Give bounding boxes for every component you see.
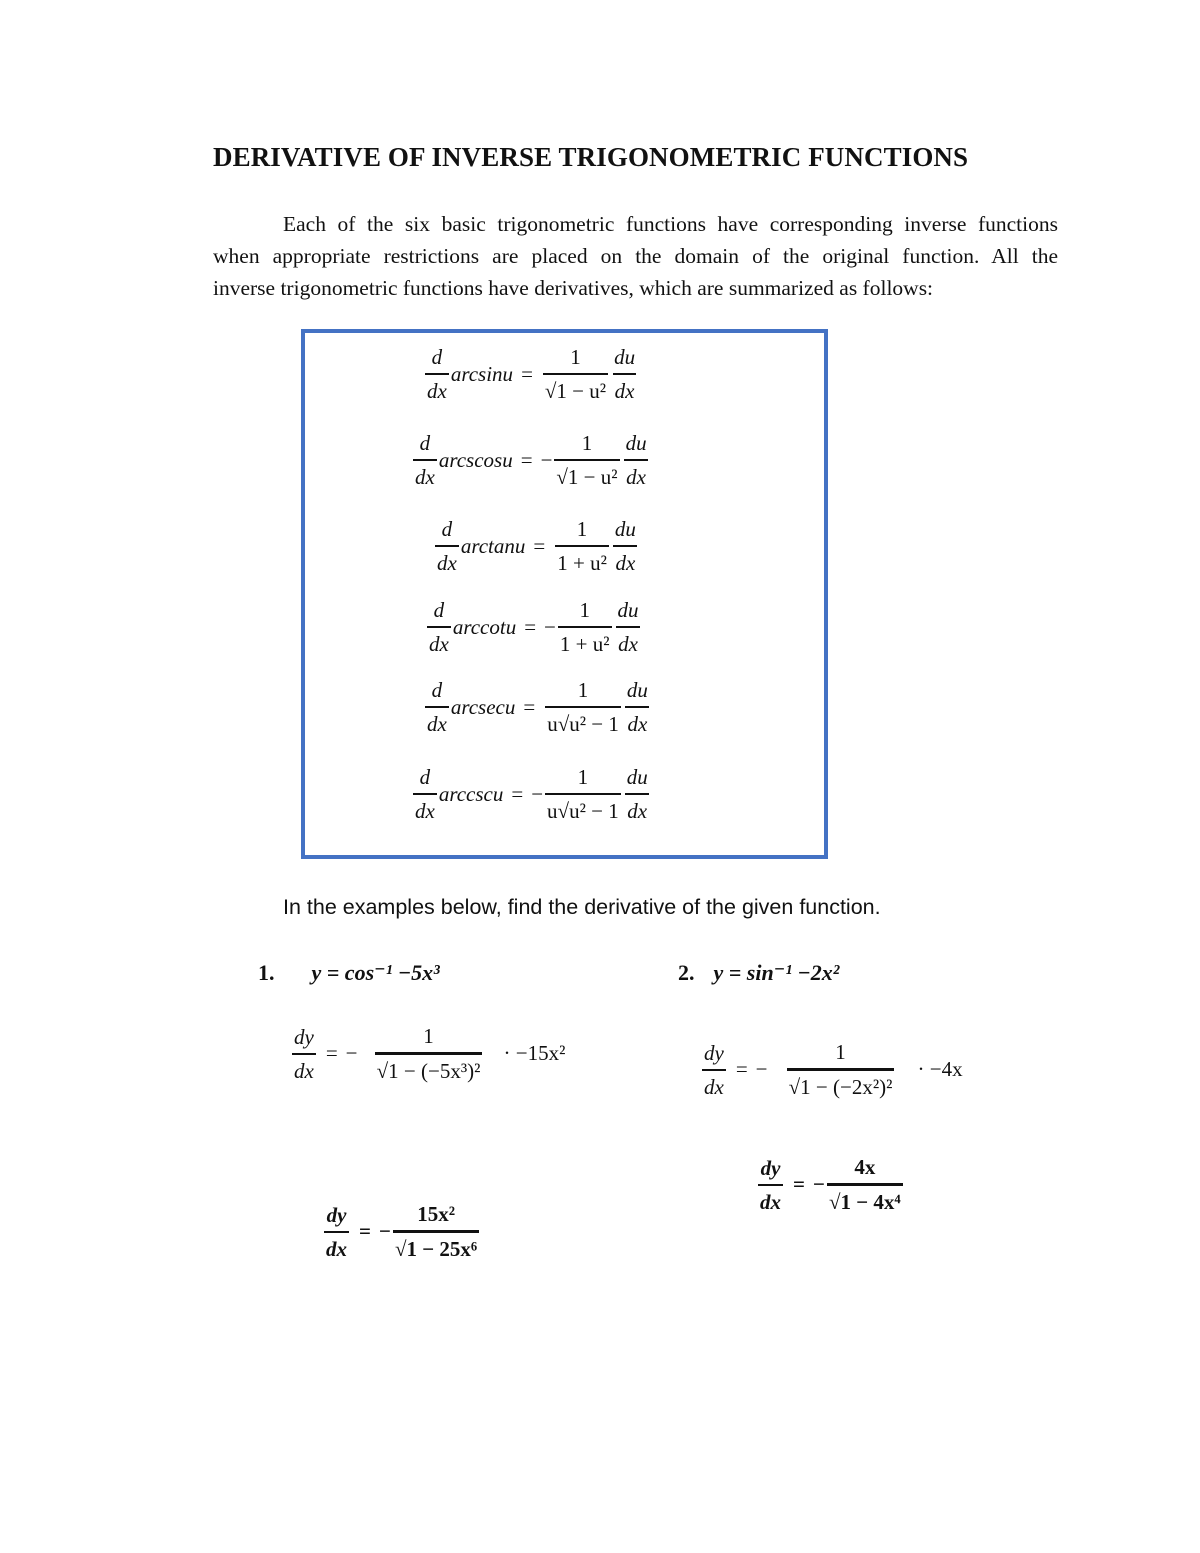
fraction-numerator: 1 [577, 765, 589, 789]
function-name: arcscosu [438, 447, 513, 472]
fraction-denominator: u√u² − 1 [545, 793, 621, 825]
intro-line: inverse trigonometric functions have derivatives, which are summarized as follows: [213, 276, 934, 300]
intro-paragraph [213, 208, 1058, 304]
function-name: arctanu [460, 533, 526, 558]
dx-denominator: dx [425, 706, 449, 738]
formula-arccos [411, 429, 651, 491]
dx-denominator: dx [613, 545, 637, 577]
dx-denominator: dx [413, 793, 437, 825]
dx-denominator: dx [292, 1053, 316, 1085]
example-function: y = sin⁻¹ −2x² [713, 960, 840, 985]
d-numerator: d [433, 598, 445, 622]
minus-sign: − [544, 614, 556, 639]
du-numerator: du [625, 431, 647, 455]
fraction-numerator: 1 [581, 431, 593, 455]
equals-sign: = [325, 1041, 338, 1065]
example-2-step-1 [700, 1038, 963, 1101]
d-numerator: d [431, 678, 443, 702]
formula-arccsc [411, 763, 652, 825]
fraction-numerator: 1 [570, 345, 581, 369]
function-name: arccscu [438, 781, 504, 806]
equals-sign: = [793, 1172, 805, 1196]
fraction-denominator: √1 − u² [543, 373, 608, 405]
function-name: arccotu [452, 614, 517, 639]
intro-line: Each of the six basic trigonometric functions have corresponding inverse functions [283, 212, 1058, 236]
example-2-step-2 [756, 1153, 905, 1216]
equals-sign: = [523, 694, 536, 719]
dx-denominator: dx [616, 626, 640, 658]
example-number: 2. [678, 960, 695, 985]
dx-denominator: dx [624, 459, 648, 491]
page-title: DERIVATIVE OF INVERSE TRIGONOMETRIC FUNCTIONS [213, 142, 969, 172]
d-numerator: d [419, 431, 431, 455]
equals-sign: = [520, 447, 533, 472]
function-name: arcsinu [450, 361, 514, 386]
dx-denominator: dx [425, 373, 449, 405]
minus-sign: − [531, 781, 544, 806]
du-numerator: du [617, 598, 639, 622]
du-numerator: du [614, 345, 636, 369]
dx-denominator: dx [625, 706, 649, 738]
dx-denominator: dx [427, 626, 451, 658]
minus-sign: − [345, 1041, 358, 1065]
fraction-numerator: 1 [579, 598, 590, 622]
example-1-step-1 [290, 1022, 565, 1085]
equals-sign: = [521, 361, 533, 386]
equals-sign: = [524, 614, 537, 639]
d-numerator: d [431, 345, 443, 369]
fraction-denominator: 1 + u² [555, 545, 609, 577]
intro-line: when appropriate restrictions are placed on the domain of the original function. All the [213, 244, 1058, 268]
formula-box [301, 329, 828, 859]
formula-arcsec [423, 676, 652, 738]
dy-numerator: dy [704, 1040, 724, 1065]
dx-denominator: dx [435, 545, 459, 577]
fraction-denominator: u√u² − 1 [545, 706, 621, 738]
dx-denominator: dx [702, 1069, 726, 1101]
dx-denominator: dx [324, 1231, 349, 1263]
minus-sign: − [812, 1172, 825, 1196]
equals-sign: = [359, 1219, 371, 1243]
du-numerator: du [626, 678, 648, 702]
dx-denominator: dx [625, 793, 649, 825]
dx-denominator: dx [613, 373, 637, 405]
examples-intro: In the examples below, find the derivative of the given function. [283, 895, 881, 919]
dy-numerator: dy [294, 1024, 314, 1049]
formula-arctan [433, 515, 640, 577]
dy-numerator: dy [760, 1155, 781, 1180]
formula-arccot [425, 596, 643, 658]
minus-sign: − [378, 1219, 391, 1243]
equals-sign: = [533, 533, 546, 558]
fraction-numerator: 1 [576, 517, 588, 541]
fraction-denominator: 1 + u² [558, 626, 612, 658]
minus-sign: − [755, 1057, 768, 1081]
du-numerator: du [614, 517, 636, 541]
dy-numerator: dy [326, 1202, 347, 1227]
fraction-numerator: 1 [577, 678, 589, 702]
fraction-numerator: 15x² [417, 1202, 455, 1226]
chain-factor: · −4x [917, 1057, 963, 1081]
dx-denominator: dx [758, 1184, 783, 1216]
d-numerator: d [419, 765, 431, 789]
fraction-denominator: √1 − 4x⁴ [827, 1183, 903, 1216]
example-function: y = cos⁻¹ −5x³ [311, 960, 440, 985]
d-numerator: d [441, 517, 453, 541]
fraction-denominator: √1 − u² [554, 459, 619, 491]
chain-factor: · −15x² [503, 1041, 566, 1065]
fraction-numerator: 1 [423, 1024, 434, 1048]
example-number: 1. [258, 960, 275, 985]
fraction-denominator: √1 − (−5x³)² [375, 1052, 483, 1085]
example-1-heading [258, 960, 440, 986]
example-1-step-2 [322, 1200, 481, 1263]
dx-denominator: dx [413, 459, 437, 491]
example-2-heading [678, 960, 839, 986]
du-numerator: du [626, 765, 648, 789]
equals-sign: = [735, 1057, 748, 1081]
formula-arcsin [423, 343, 639, 405]
fraction-numerator: 1 [835, 1040, 846, 1064]
equals-sign: = [511, 781, 524, 806]
fraction-numerator: 4x [854, 1155, 876, 1179]
minus-sign: − [540, 447, 553, 472]
fraction-denominator: √1 − 25x⁶ [393, 1230, 479, 1263]
function-name: arcsecu [450, 694, 516, 719]
fraction-denominator: √1 − (−2x²)² [787, 1068, 895, 1101]
